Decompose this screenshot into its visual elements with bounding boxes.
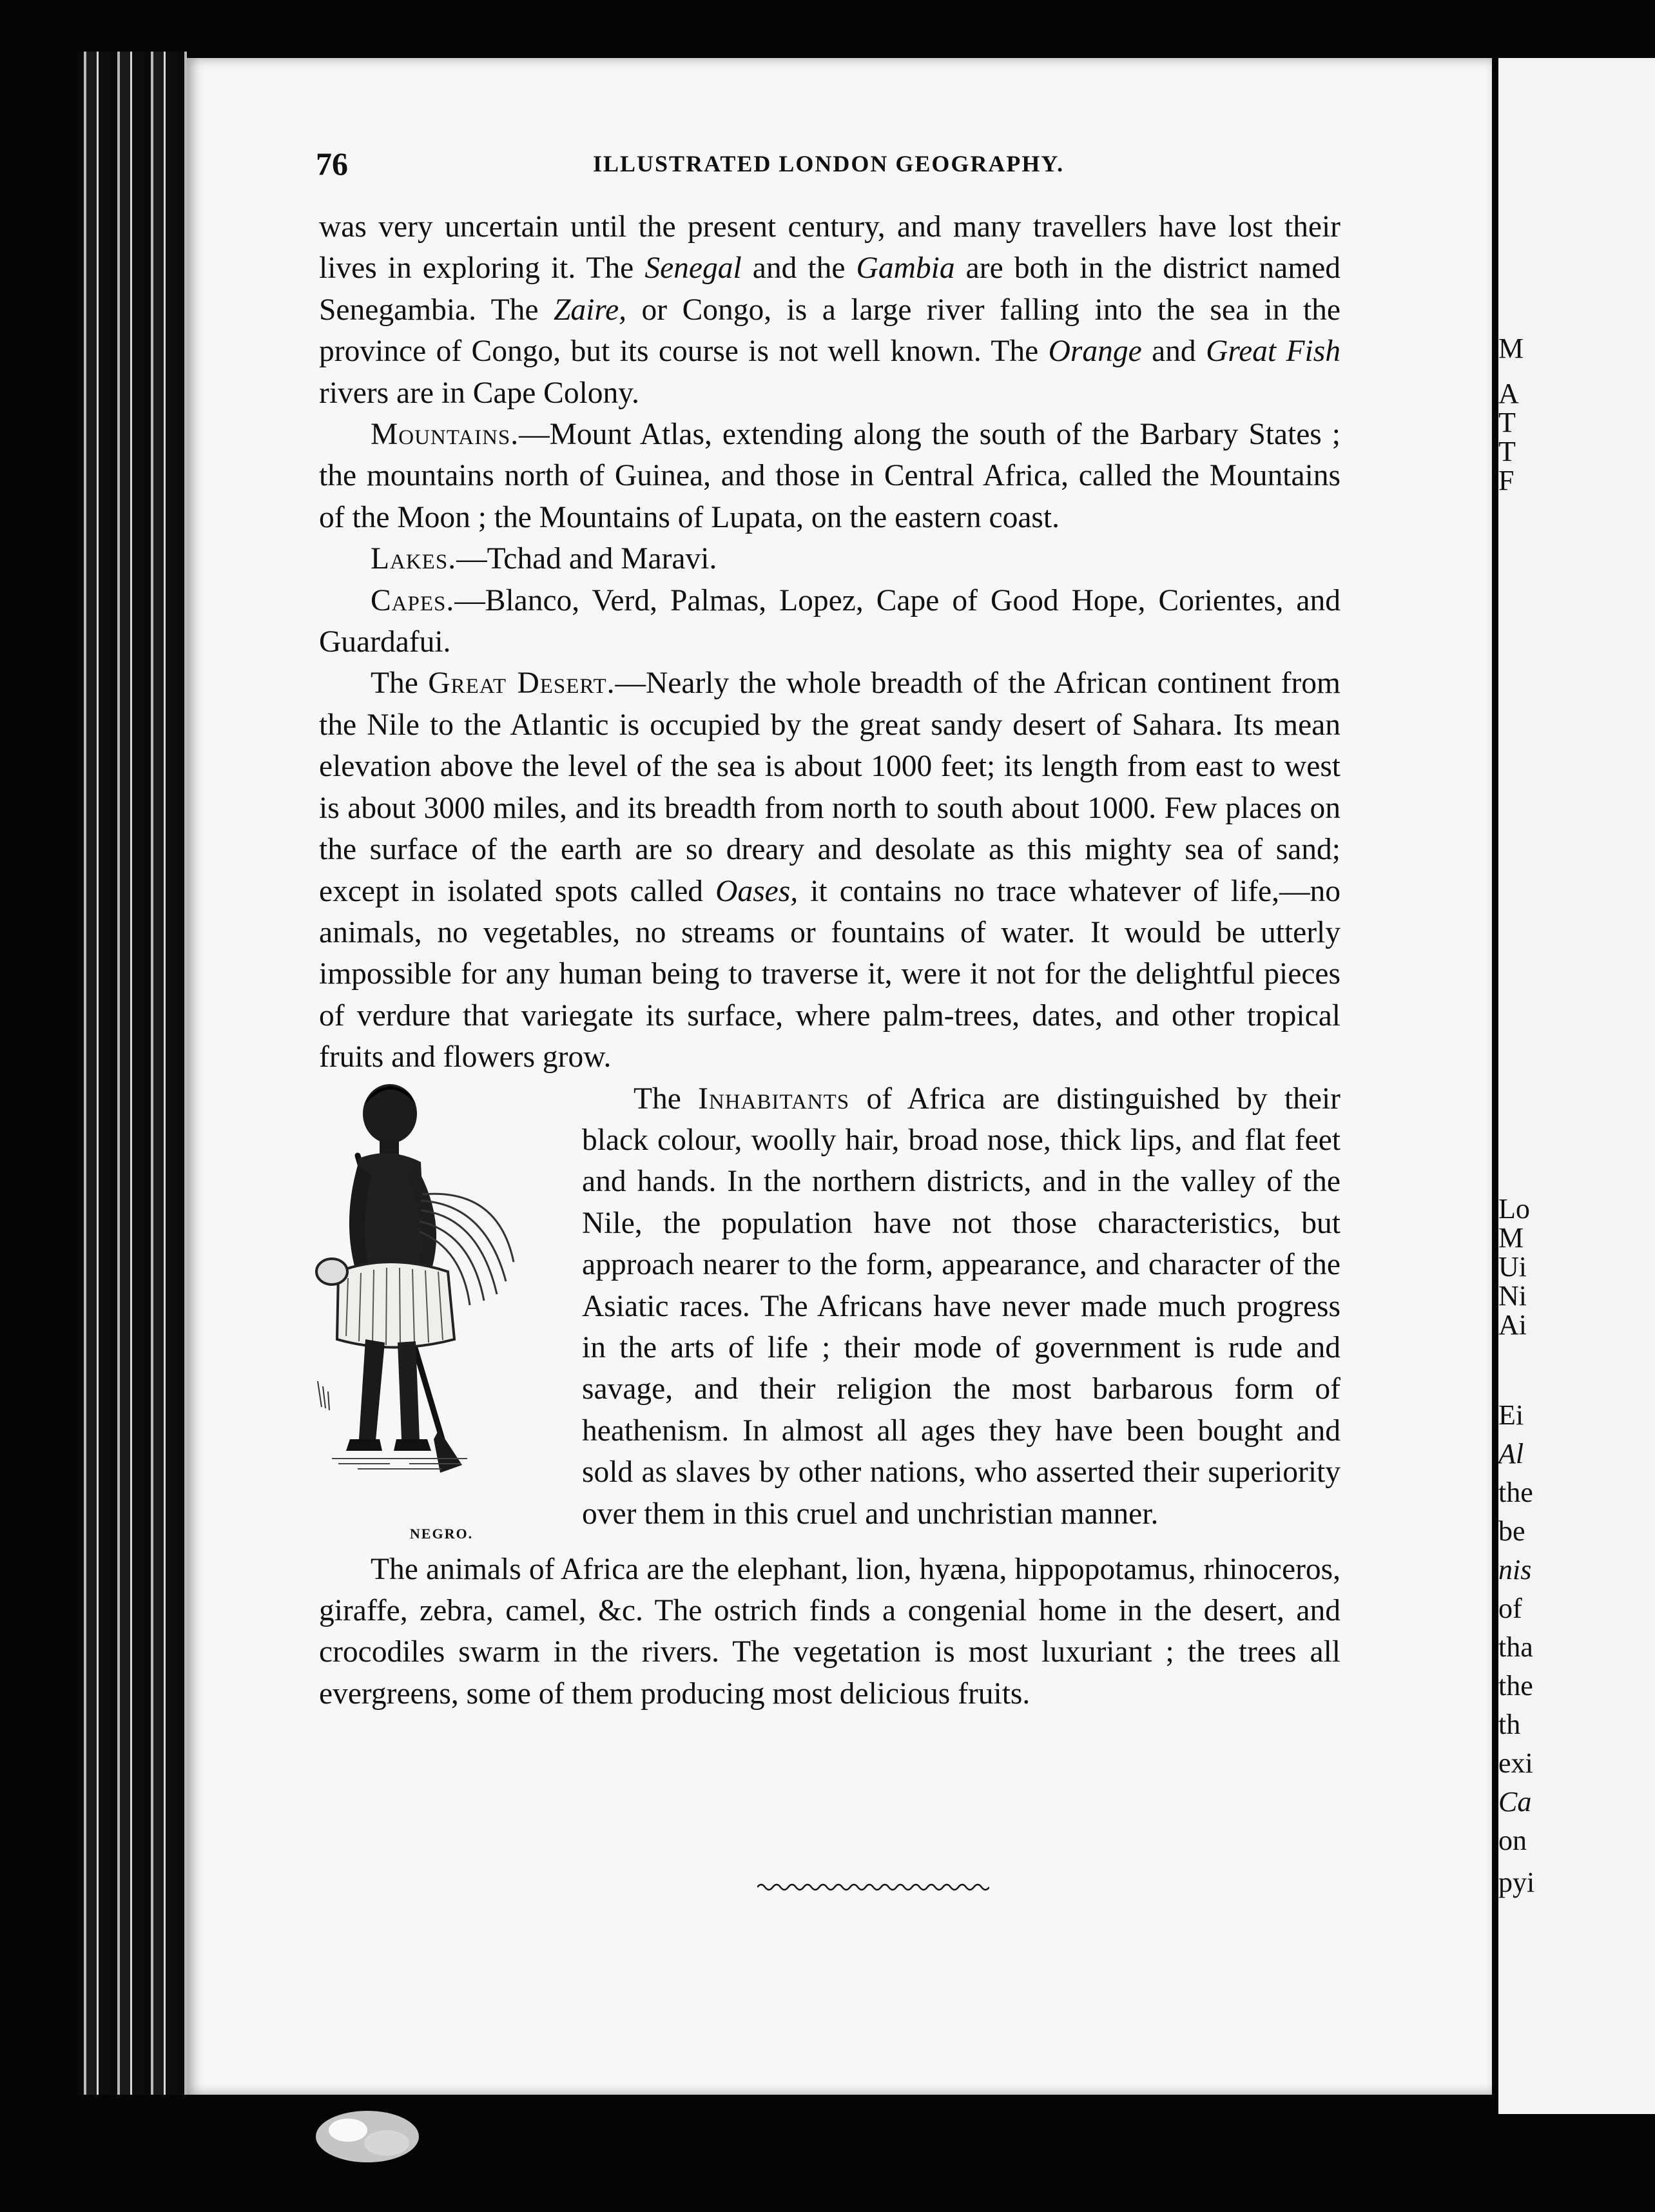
adjacent-fragment: Ai [1498,1309,1527,1341]
adjacent-fragment: the [1498,1477,1533,1508]
engraving-illustration [313,1078,570,1504]
adjacent-fragment: of [1498,1593,1522,1624]
adjacent-page [1498,58,1655,2114]
book-binding-edge [77,52,187,2095]
zaire-river-name: Zaire, [553,293,627,327]
adjacent-fragment: M [1498,1222,1524,1254]
adjacent-fragment: nis [1498,1554,1532,1586]
great-desert-heading: Great Desert. [428,666,615,701]
adjacent-fragment: th [1498,1709,1521,1740]
mountains-heading: Mountains. [371,418,519,452]
adjacent-fragment: tha [1498,1631,1533,1663]
adjacent-fragment: T [1498,407,1516,438]
adjacent-fragment: A [1498,378,1519,409]
adjacent-fragment: the [1498,1670,1533,1702]
adjacent-fragment: T [1498,436,1516,467]
adjacent-fragment: Ca [1498,1786,1532,1818]
oases-term: Oases, [715,874,798,908]
animals-paragraph: The animals of Africa are the elephant, lion, hyæna, hippopotamus, rhinoceros, giraffe, zebra, camel, &c. The ostrich finds a congenial home in the desert, and crocodiles swarm in the rivers. The vegetation is most luxuriant ; the trees all evergreens, some of them producing most delicious fruits. [319,1552,1340,1711]
great-desert-paragraph: The Great Desert.—Nearly the whole breadth of the African continent from the Nile to the Atlantic is occupied by the great sandy desert of Sahara. Its mean elevation above the level of the sea is about 1000 feet; its length from east to west is about 3000 miles, and its breadth from north to south about 1000. Few places on the surface of the earth are so dreary and desolate as this mighty sea of sand; except in isolated spots called Oases, it contains no trace whatever of life,—no animals, no vegetables, no streams or fountains of water. It would be utterly impossible for any human being to traverse it, were it not for the delightful pieces of verdure that variegate its surface, where palm-trees, dates, and other tropical fruits and flowers grow. [319,666,1340,1074]
adjacent-fragment: on [1498,1825,1527,1856]
capes-heading: Capes. [371,583,455,617]
figure-caption: NEGRO. [409,1525,474,1542]
rivers-paragraph: was very uncertain until the present century, and many travellers have lost their lives in exploring it. The Senegal and the Gambia are both in the district named Senegambia. The Zaire, or Congo, is a large river falling into the sea in the province of Congo, but its course is not well known. The Orange and Great Fish rivers are in Cape Colony. [319,210,1341,410]
adjacent-fragment: Ni [1498,1280,1527,1312]
lakes-heading: Lakes. [371,542,457,576]
adjacent-fragment: be [1498,1515,1525,1547]
page-number: 76 [316,146,348,182]
adjacent-fragment: Al [1498,1438,1524,1470]
orange-river-name: Orange [1048,335,1142,369]
adjacent-fragment: Lo [1498,1193,1530,1225]
adjacent-fragment: M [1498,333,1524,364]
adjacent-fragment: pyi [1498,1867,1535,1898]
capes-paragraph: Capes.—Blanco, Verd, Palmas, Lopez, Cape of Good Hope, Corientes, and Guardafui. [319,583,1340,659]
adjacent-fragment: Ui [1498,1251,1527,1283]
running-head [316,145,1353,190]
mountains-paragraph: Mountains.—Mount Atlas, extending along the south of the Barbary States ; the mountains north of Guinea, and those in Central Africa, called the Mountains of the Moon ; the Mountains of Lupata, on the eastern coast. [319,418,1340,534]
great-fish-river-name: Great Fish [1206,335,1340,369]
gambia-river-name: Gambia [856,251,955,286]
section-end-ornament [757,1881,989,1894]
negro-engraving-figure [313,1078,570,1549]
lakes-paragraph: Lakes.—Tchad and Maravi. [371,542,717,576]
inhabitants-paragraph: The Inhabitants of Africa are distinguished by their black colour, woolly hair, broad nose, thick lips, and flat feet and hands. In the northern districts, and in the valley of the Nile, the population have not those characteristics, but approach nearer to the form, appearance, and character of the Asiatic races. The Africans have never made much progress in the arts of life ; their mode of government is rude and savage, and their religion the most barbarous form of heathenism. In almost all ages they have been bought and sold as slaves by other nations, who asserted their superiority over them in this cruel and unchristian manner. [582,1082,1340,1531]
running-title: ILLUSTRATED LONDON GEOGRAPHY. [593,151,1065,177]
adjacent-fragment: F [1498,465,1515,496]
adjacent-fragment: exi [1498,1747,1533,1779]
senegal-river-name: Senegal [644,251,742,286]
inhabitants-heading: Inhabitants [698,1082,850,1116]
adjacent-fragment: Ei [1498,1399,1524,1431]
scan-smudge [309,2104,425,2169]
body-text [319,206,1340,1714]
